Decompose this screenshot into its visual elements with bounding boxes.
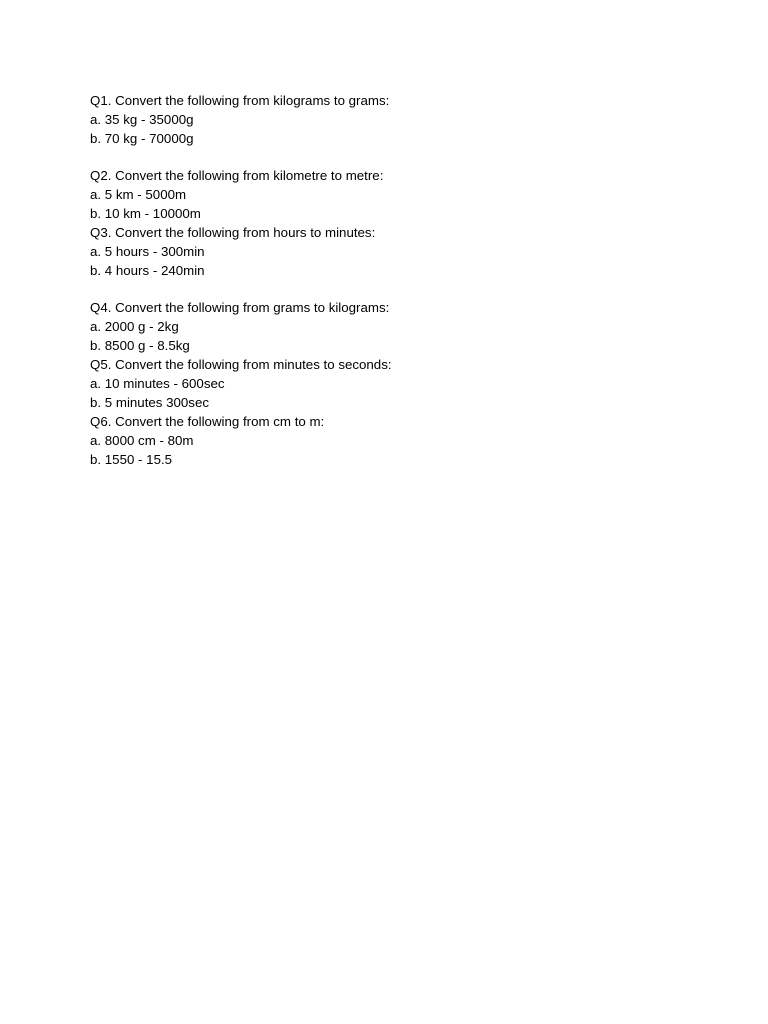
- answer-line: b. 5 minutes 300sec: [90, 395, 210, 410]
- question-prompt: Q3. Convert the following from hours to minutes:: [90, 225, 376, 240]
- question-block-q3: [90, 223, 690, 280]
- answer-line: a. 5 hours - 300min: [90, 244, 205, 259]
- question-prompt: Q4. Convert the following from grams to kilograms:: [90, 300, 390, 315]
- blank-line: [90, 280, 690, 298]
- question-prompt: Q2. Convert the following from kilometre to metre:: [90, 168, 384, 183]
- question-block-q1: [90, 91, 690, 148]
- answer-line: a. 5 km - 5000m: [90, 187, 187, 202]
- question-block-q5: [90, 355, 690, 412]
- answer-line: a. 8000 cm - 80m: [90, 433, 194, 448]
- answer-line: b. 1550 - 15.5: [90, 452, 173, 467]
- answer-line: a. 35 kg - 35000g: [90, 112, 194, 127]
- document-body: [90, 91, 690, 469]
- answer-line: b. 4 hours - 240min: [90, 263, 205, 278]
- question-block-q4: [90, 298, 690, 355]
- answer-line: a. 2000 g - 2kg: [90, 319, 179, 334]
- question-block-q6: [90, 412, 690, 469]
- answer-line: b. 8500 g - 8.5kg: [90, 338, 190, 353]
- question-prompt: Q6. Convert the following from cm to m:: [90, 414, 325, 429]
- question-block-q2: [90, 166, 690, 223]
- answer-line: b. 70 kg - 70000g: [90, 131, 194, 146]
- question-prompt: Q5. Convert the following from minutes to seconds:: [90, 357, 392, 372]
- question-prompt: Q1. Convert the following from kilograms to grams:: [90, 93, 390, 108]
- answer-line: a. 10 minutes - 600sec: [90, 376, 225, 391]
- blank-line: [90, 148, 690, 166]
- answer-line: b. 10 km - 10000m: [90, 206, 201, 221]
